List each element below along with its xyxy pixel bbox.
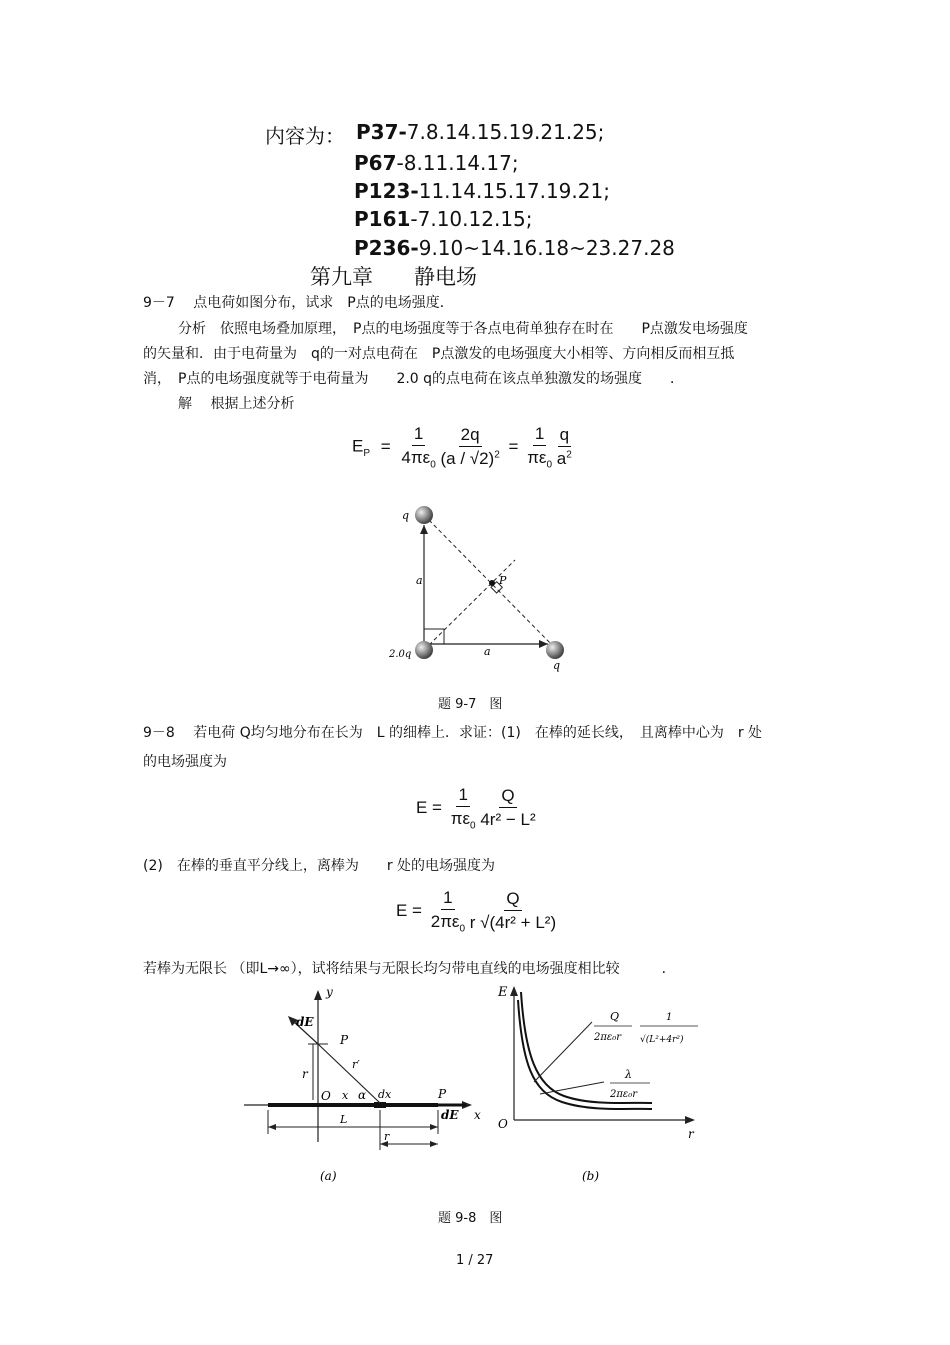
header-line-4: P161-7.10.12.15;	[354, 207, 533, 231]
svg-text:y: y	[326, 985, 333, 999]
figure-9-8-a	[240, 982, 490, 1182]
chapter-title: 静电场	[414, 265, 477, 289]
problem-9-8-statement-2: 的电场强度为	[143, 754, 227, 770]
svg-text:r: r	[688, 1127, 694, 1141]
header-line-3: P123-11.14.15.17.19.21;	[354, 179, 610, 203]
formula-e-1: E = $\frac{1}{\pi\varepsilon_0}$ $\frac{Q}{\text{4r² − L²}}$	[416, 785, 536, 832]
svg-text:r: r	[384, 1130, 390, 1143]
charge-q-right	[546, 641, 564, 659]
header-line-5: P236-9.10~14.16.18~23.27.28	[354, 236, 675, 260]
analysis-line-1: 分析 依照电场叠加原理， P点的电场强度等于各点电荷单独存在时在 P点激发电场强度	[178, 321, 748, 337]
problem-9-8-statement-1: 9－8 若电荷 Q均匀地分布在长为 L 的细棒上．求证：(1) 在棒的延长线， 且离棒中心为 r 处	[143, 725, 763, 741]
svg-text:dE: dE	[441, 1108, 459, 1122]
caption-9-7: 题 9-7 图	[438, 697, 503, 712]
header-intro: 内容为：	[265, 124, 345, 148]
svg-text:r: r	[302, 1067, 308, 1081]
svg-text:O: O	[321, 1089, 331, 1103]
svg-text:q: q	[553, 659, 561, 672]
svg-text:dx: dx	[378, 1088, 392, 1101]
solution-label: 解 根据上述分析	[178, 396, 295, 412]
svg-text:dE: dE	[296, 1015, 314, 1029]
svg-text:(a): (a)	[320, 1169, 337, 1182]
svg-text:Q: Q	[610, 1010, 620, 1023]
svg-text:x: x	[342, 1089, 349, 1102]
svg-text:α: α	[358, 1088, 367, 1102]
header-line-1: P37-7.8.14.15.19.21.25;	[356, 120, 605, 144]
svg-text:√(L²+4r²): √(L²+4r²)	[640, 1035, 684, 1045]
svg-text:2πε₀r: 2πε₀r	[610, 1089, 638, 1100]
part-2: (2) 在棒的垂直平分线上，离棒为 r 处的电场强度为	[143, 858, 496, 874]
svg-text:r′: r′	[352, 1058, 360, 1071]
svg-text:L: L	[340, 1113, 348, 1126]
svg-text:P: P	[340, 1033, 349, 1047]
analysis-line-2: 的矢量和．由于电荷量为 q的一对点电荷在 P点激发的电场强度大小相等、方向相反而相互抵	[143, 346, 735, 362]
figure-9-7	[380, 498, 580, 673]
formula-ep: $E_P$ = $\frac{1}{4\pi\varepsilon_0}$ $\frac{2q}{(a / √2)^2}$ = $\frac{1}{\pi\varepsilon_0}$ $\frac{q}{a^2}$	[352, 424, 572, 471]
caption-9-8: 题 9-8 图	[438, 1211, 503, 1226]
figure-9-8-b	[492, 982, 702, 1182]
svg-text:2.0q: 2.0q	[389, 649, 412, 660]
svg-text:2πε₀r: 2πε₀r	[594, 1032, 622, 1043]
svg-text:λ: λ	[625, 1068, 632, 1081]
svg-text:P: P	[438, 1087, 447, 1101]
formula-e-2: E = $\frac{1}{2\pi\varepsilon_0}$ $\frac{Q}{\text{r √(4r² + L²)}}$	[396, 888, 557, 935]
svg-text:1: 1	[666, 1012, 673, 1023]
problem-9-7-statement: 9－7 点电荷如图分布，试求 P点的电场强度．	[143, 295, 454, 311]
svg-text:E: E	[498, 985, 508, 1000]
charge-2q	[415, 641, 433, 659]
chapter-number: 第九章	[310, 265, 373, 289]
compare-text: 若棒为无限长 （即L→∞），试将结果与无限长均匀带电直线的电场强度相比较 ．	[143, 961, 676, 977]
page-number: 1 / 27	[456, 1253, 494, 1268]
svg-text:P: P	[499, 574, 507, 587]
svg-text:x: x	[474, 1108, 481, 1122]
point-p	[489, 580, 495, 586]
svg-text:(b): (b)	[582, 1169, 600, 1182]
header-line-2: P67-8.11.14.17;	[354, 151, 519, 175]
charge-q-top	[415, 506, 433, 524]
svg-text:a: a	[416, 574, 423, 587]
svg-text:a: a	[484, 645, 491, 658]
svg-text:q: q	[402, 509, 410, 522]
analysis-line-3: 消， P点的电场强度就等于电荷量为 2.0 q的点电荷在该点单独激发的场强度 ．	[143, 371, 685, 387]
svg-text:O: O	[498, 1117, 508, 1131]
